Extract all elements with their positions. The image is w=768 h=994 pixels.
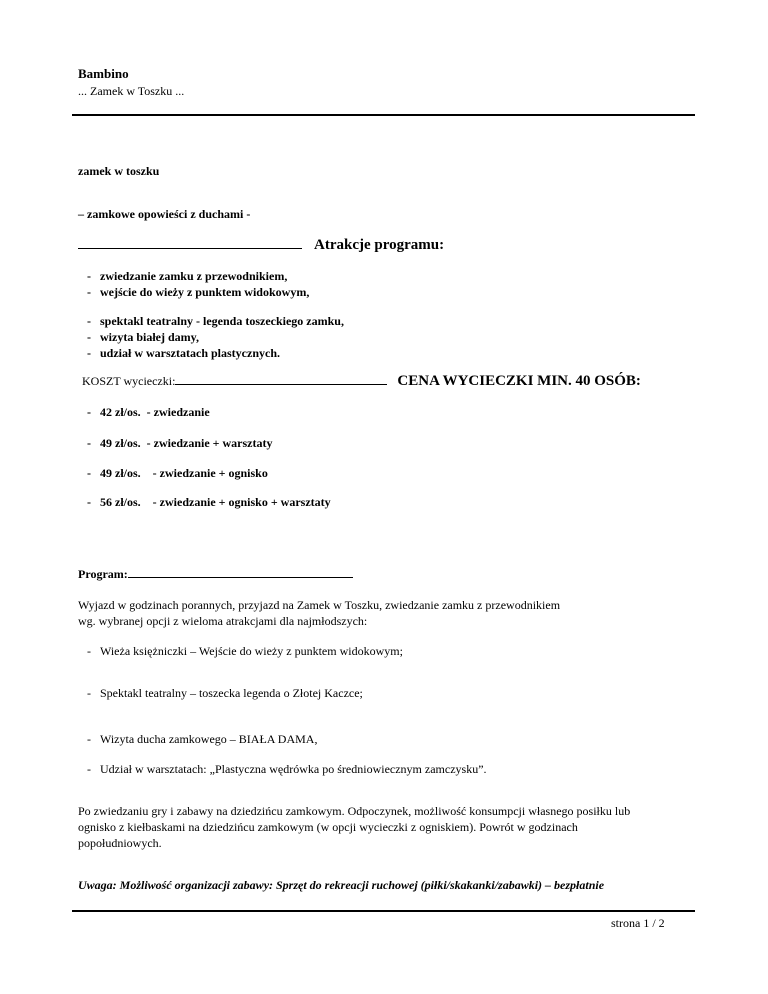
header-subtitle: ... Zamek w Toszku ... — [78, 84, 185, 98]
intro-tagline: – zamkowe opowieści z duchami - — [78, 207, 251, 221]
program-outro-line-1: Po zwiedzaniu gry i zabawy na dziedzińcu zamkowym. Odpoczynek, możliwość konsumpcji własnego posiłku lub — [78, 804, 631, 818]
list-item: - wejście do wieży z punktem widokowym, — [87, 285, 310, 299]
cost-heading-row — [82, 372, 641, 390]
header-divider — [72, 114, 695, 116]
price-item: - 49 zł/os. - zwiedzanie + warsztaty — [87, 436, 273, 450]
cost-heading: CENA WYCIECZKI MIN. 40 OSÓB: — [397, 373, 641, 389]
cost-label: KOSZT wycieczki: — [82, 374, 176, 388]
list-item: - udział w warsztatach plastycznych. — [87, 346, 280, 360]
program-underline — [128, 576, 353, 578]
footer-divider — [72, 910, 695, 912]
heading-underline — [78, 247, 302, 249]
program-intro-line-2: wg. wybranej opcji z wieloma atrakcjami dla najmłodszych: — [78, 614, 368, 628]
program-item: - Wizyta ducha zamkowego – BIAŁA DAMA, — [87, 732, 318, 746]
note: Uwaga: Możliwość organizacji zabawy: Sprzęt do rekreacji ruchowej (piłki/skakanki/zabawki) – bezpłatnie — [78, 878, 605, 892]
page-number: strona 1 / 2 — [611, 916, 665, 930]
program-label: Program: — [78, 567, 128, 581]
program-heading-row — [78, 567, 353, 582]
intro-heading: zamek w toszku — [78, 164, 160, 178]
program-item: - Wieża księżniczki – Wejście do wieży z punktem widokowym; — [87, 644, 403, 658]
list-item: - wizyta białej damy, — [87, 330, 199, 344]
program-outro-line-2: ognisko z kiełbaskami na dziedzińcu zamkowym (w opcji wycieczki z ogniskiem). Powrót w godzinach — [78, 820, 578, 834]
list-item: - spektakl teatralny - legenda toszeckiego zamku, — [87, 314, 344, 328]
price-item: - 56 zł/os. - zwiedzanie + ognisko + warsztaty — [87, 495, 331, 509]
attractions-heading: Atrakcje programu: — [314, 237, 445, 253]
program-item: - Udział w warsztatach: „Plastyczna wędrówka po średniowiecznym zamczysku”. — [87, 762, 487, 776]
program-item: - Spektakl teatralny – toszecka legenda o Złotej Kaczce; — [87, 686, 363, 700]
price-item: - 42 zł/os. - zwiedzanie — [87, 405, 210, 419]
header-title: Bambino — [78, 66, 129, 81]
program-intro-line-1: Wyjazd w godzinach porannych, przyjazd na Zamek w Toszku, zwiedzanie zamku z przewodnikiem — [78, 598, 561, 612]
list-item: - zwiedzanie zamku z przewodnikiem, — [87, 269, 288, 283]
attractions-heading-row — [78, 236, 444, 254]
price-item: - 49 zł/os. - zwiedzanie + ognisko — [87, 466, 268, 480]
cost-underline — [175, 383, 387, 385]
program-outro-line-3: popołudniowych. — [78, 836, 162, 850]
